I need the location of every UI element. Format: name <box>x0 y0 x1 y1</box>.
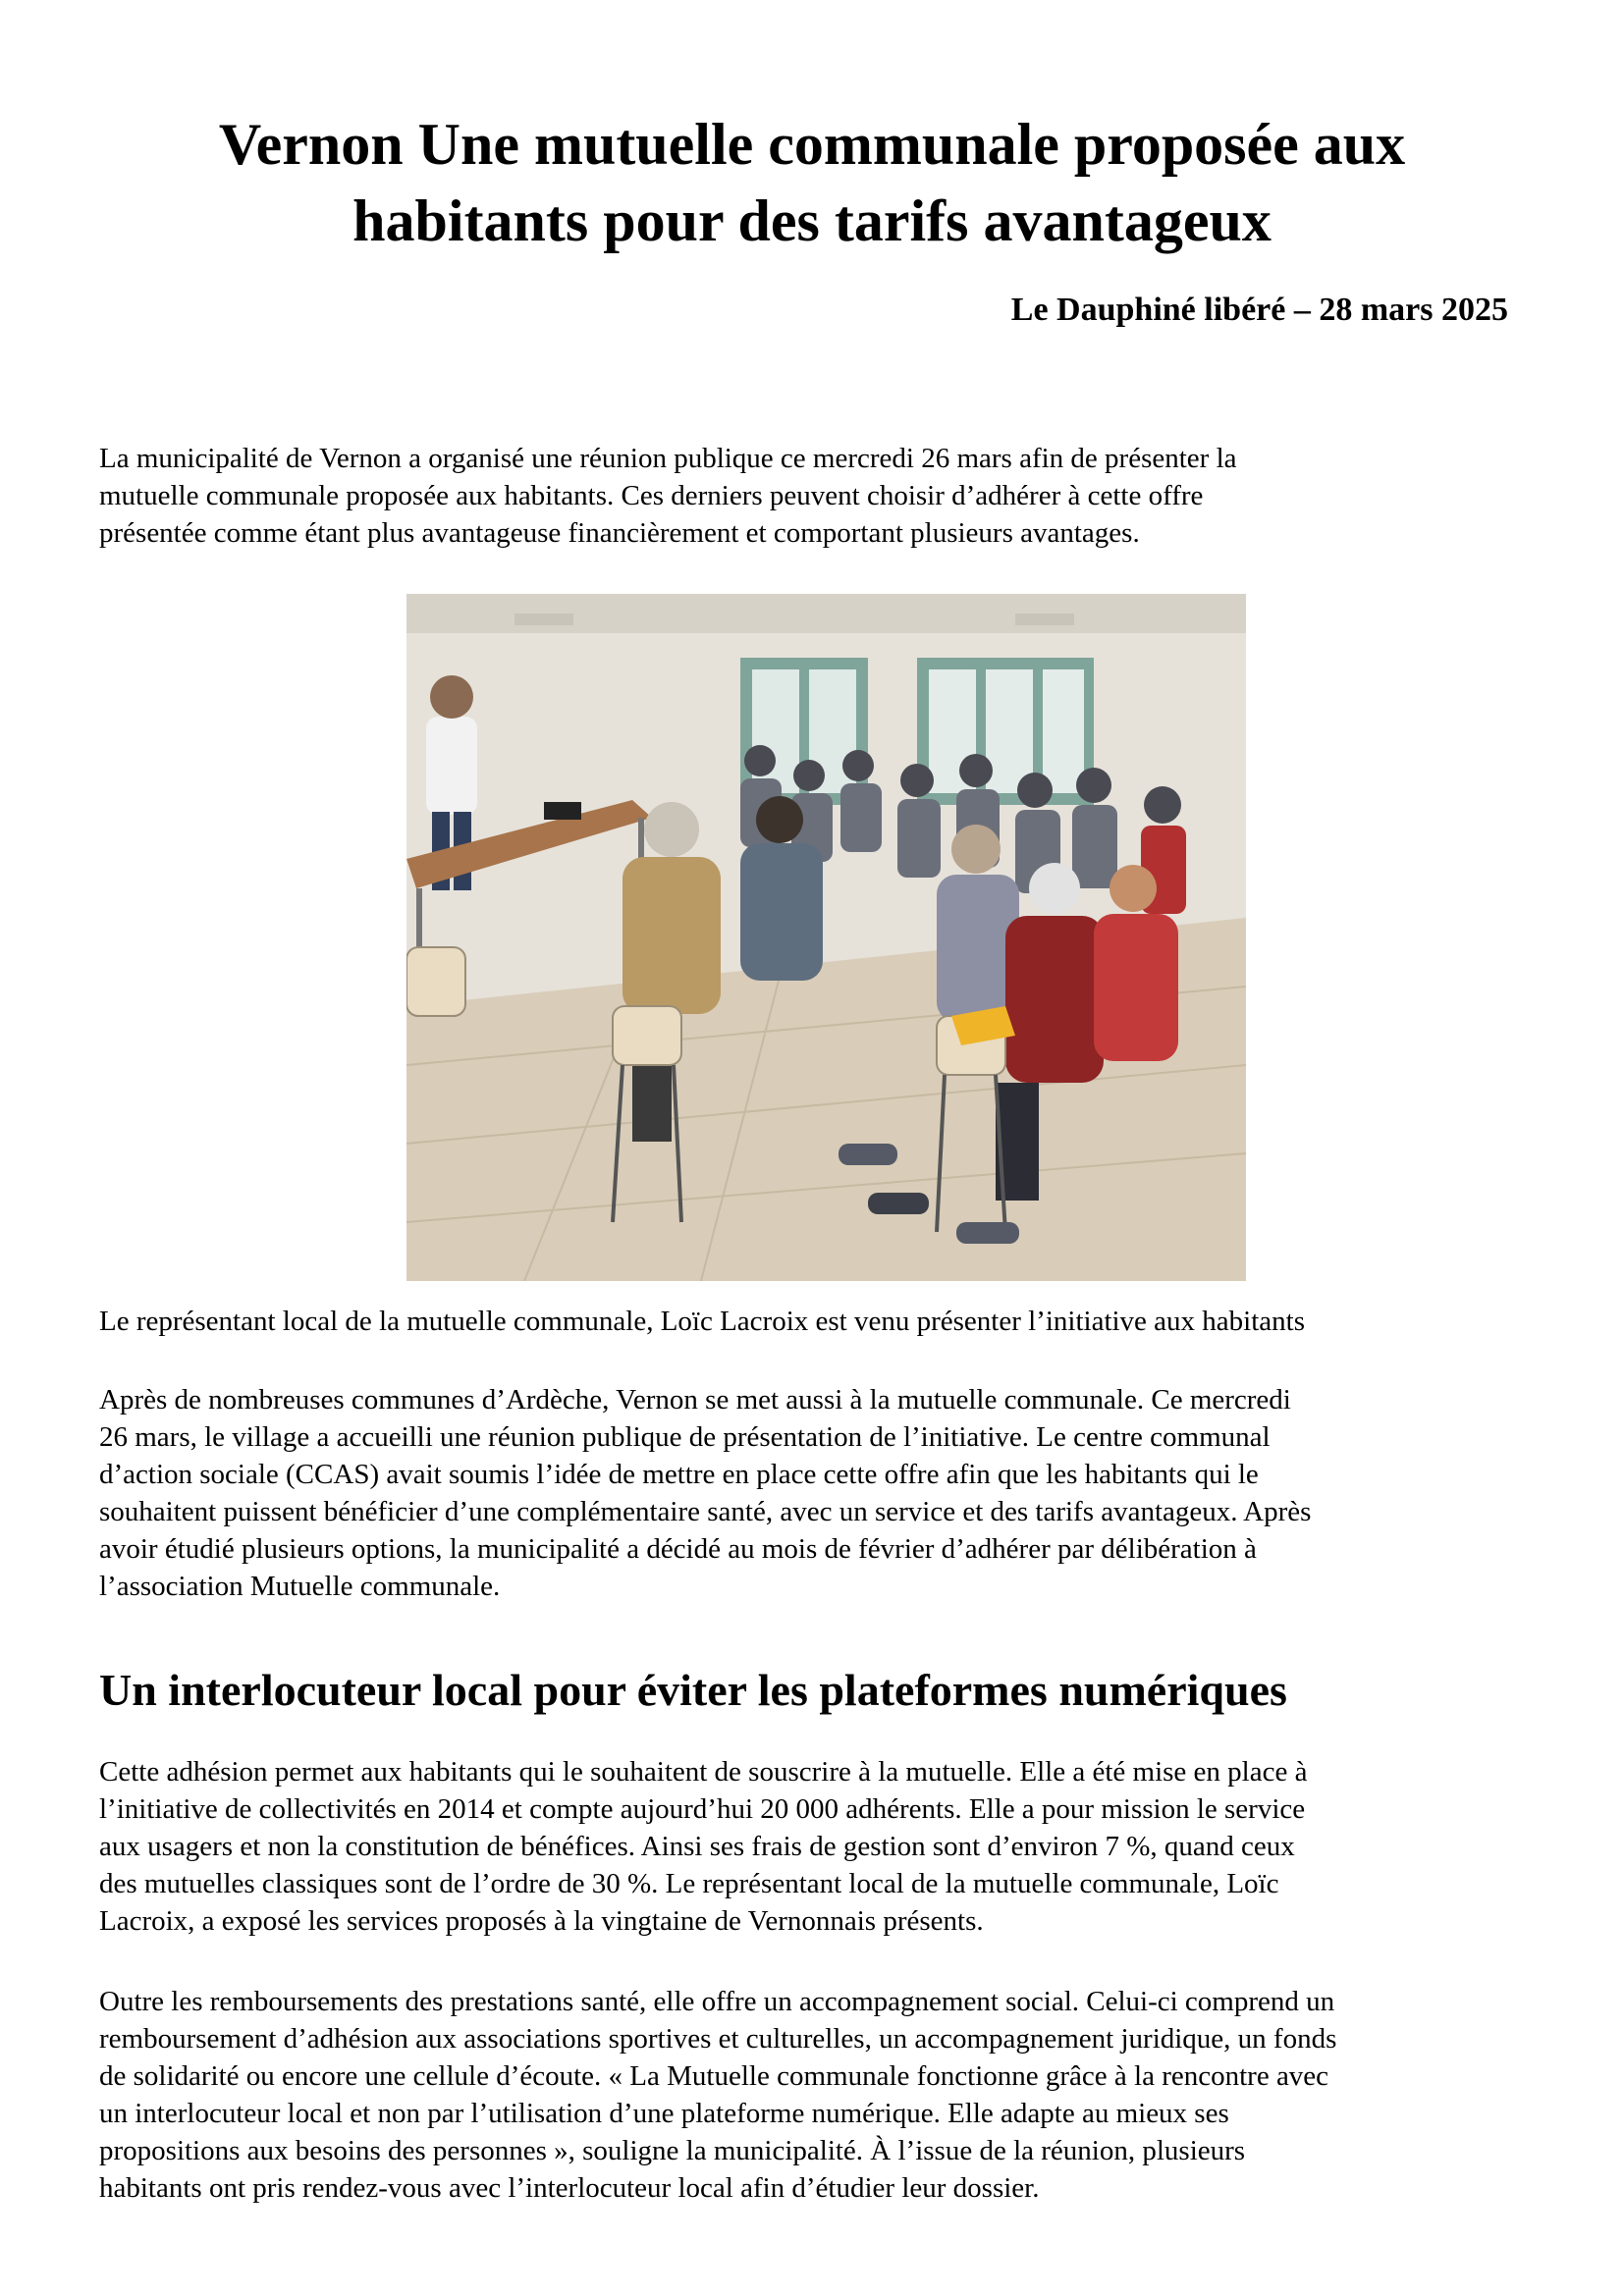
body-paragraph-2 <box>99 1753 1533 1940</box>
intro-paragraph <box>99 440 1533 552</box>
text-line: Cette adhésion permet aux habitants qui le souhaitent de souscrire à la mutuelle. Elle a été mise en place à <box>99 1756 1308 1788</box>
text-line: l’association Mutuelle communale. <box>99 1571 501 1602</box>
text-line: Lacroix, a exposé les services proposés à la vingtaine de Vernonnais présents. <box>99 1905 984 1937</box>
text-line: mutuelle communale proposée aux habitants. Ces derniers peuvent choisir d’adhérer à cette offre <box>99 480 1204 511</box>
text-line: avoir étudié plusieurs options, la municipalité a décidé au mois de février d’adhérer par délibération à <box>99 1533 1257 1565</box>
article-title <box>98 106 1526 259</box>
text-line: Après de nombreuses communes d’Ardèche, Vernon se met aussi à la mutuelle communale. Ce mercredi <box>99 1384 1291 1415</box>
photo-caption: Le représentant local de la mutuelle communale, Loïc Lacroix est venu présenter l’initiative aux habitants <box>99 1306 1305 1337</box>
text-line: Outre les remboursements des prestations santé, elle offre un accompagnement social. Celui-ci comprend un <box>99 1986 1335 2017</box>
body-paragraph-1 <box>99 1381 1533 1605</box>
text-line: de solidarité ou encore une cellule d’écoute. « La Mutuelle communale fonctionne grâce à la rencontre avec <box>99 2060 1329 2092</box>
text-line: souhaitent puissent bénéficier d’une complémentaire santé, avec un service et des tarifs avantageux. Après <box>99 1496 1312 1527</box>
article-photo <box>406 594 1246 1281</box>
text-line: La municipalité de Vernon a organisé une réunion publique ce mercredi 26 mars afin de présenter la <box>99 443 1237 474</box>
text-line: d’action sociale (CCAS) avait soumis l’idée de mettre en place cette offre afin que les habitants qui le <box>99 1459 1259 1490</box>
text-line: présentée comme étant plus avantageuse financièrement et comportant plusieurs avantages. <box>99 517 1140 549</box>
text-line: 26 mars, le village a accueilli une réunion publique de présentation de l’initiative. Le centre communal <box>99 1421 1271 1453</box>
text-line: l’initiative de collectivités en 2014 et compte aujourd’hui 20 000 adhérents. Elle a pour mission le service <box>99 1793 1306 1825</box>
meeting-photo-illustration <box>406 594 1246 1281</box>
text-line: habitants ont pris rendez-vous avec l’interlocuteur local afin d’étudier leur dossier. <box>99 2172 1040 2204</box>
text-line: des mutuelles classiques sont de l’ordre de 30 %. Le représentant local de la mutuelle communale, Loïc <box>99 1868 1279 1899</box>
text-line: aux usagers et non la constitution de bénéfices. Ainsi ses frais de gestion sont d’environ 7 %, quand ceux <box>99 1831 1295 1862</box>
text-line: propositions aux besoins des personnes », souligne la municipalité. À l’issue de la réunion, plusieurs <box>99 2135 1246 2166</box>
body-paragraph-3 <box>99 1983 1533 2207</box>
text-line: un interlocuteur local et non par l’utilisation d’une plateforme numérique. Elle adapte au mieux ses <box>99 2098 1229 2129</box>
article-title-line: Vernon Une mutuelle communale proposée aux <box>218 112 1406 177</box>
article-title-line: habitants pour des tarifs avantageux <box>352 188 1272 253</box>
article-source: Le Dauphiné libéré – 28 mars 2025 <box>1010 292 1508 328</box>
section-heading: Un interlocuteur local pour éviter les plateformes numériques <box>99 1665 1287 1715</box>
text-line: remboursement d’adhésion aux associations sportives et culturelles, un accompagnement juridique, un fonds <box>99 2023 1337 2055</box>
